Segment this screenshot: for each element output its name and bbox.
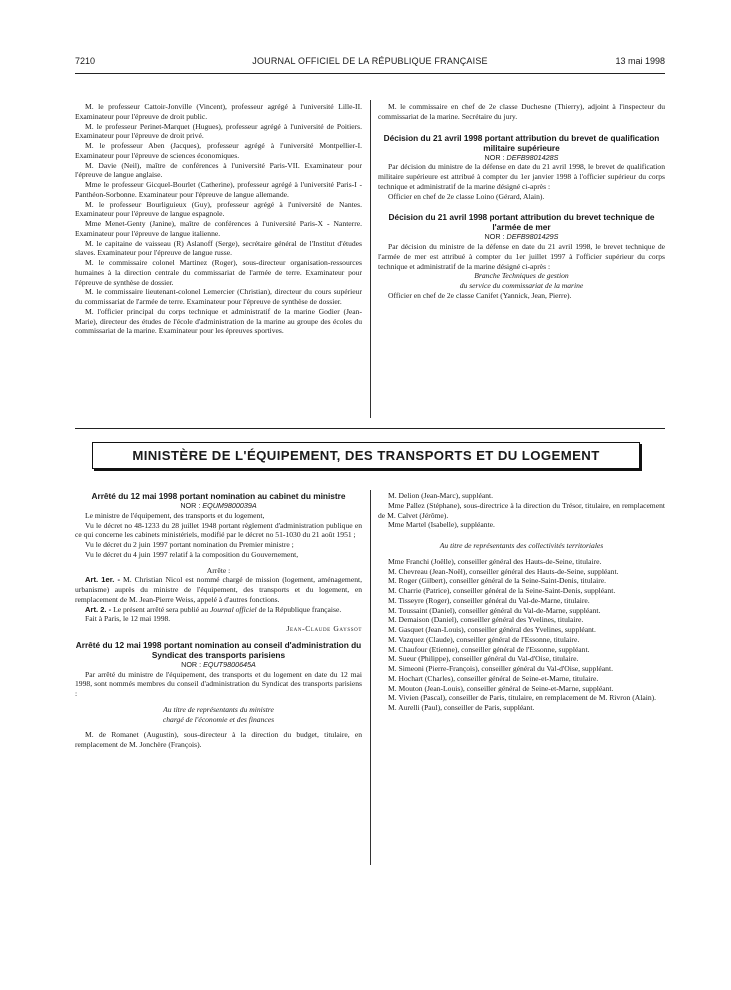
board-member: M. Toussaint (Daniel), conseiller général du Val-de-Marne, suppléant. xyxy=(388,605,601,615)
board-member: M. Tisseyre (Roger), conseiller général du Val-de-Marne, titulaire. xyxy=(388,595,590,605)
board-member: M. Hochart (Charles), conseiller général de Seine-et-Marne, titulaire. xyxy=(388,673,599,683)
jury-member: M. le professeur Aben (Jacques), professeur agrégé à l'université Montpellier-I. Examinateur pour l'épreuve de sciences économiques. xyxy=(75,141,362,160)
decision-person: Officier en chef de 2e classe Canifet (Yannick, Jean, Pierre). xyxy=(388,290,572,300)
arrete-title: Arrêté du 12 mai 1998 portant nomination au conseil d'administration du Syndicat des transports parisiens xyxy=(75,639,362,660)
top-left-column xyxy=(75,102,362,336)
arrete-paragraph: Par arrêté du ministre de l'équipement, des transports et du logement en date du 12 mai 1998, sont nommés membres du conseil d'administration du Syndicat des transports parisiens : xyxy=(75,669,362,698)
ministry-banner: MINISTÈRE DE L'ÉQUIPEMENT, DES TRANSPORTS ET DU LOGEMENT xyxy=(92,442,640,469)
nor-reference: NOR : EQUM9800039A xyxy=(180,501,257,510)
article-1: Art. 1er. - M. Christian Nicol est nommé chargé de mission (logement, aménagement, urbanisme) auprès du ministre de l'équipement, des transports et du logement, en remplacement de M. Jean-Pierre Weiss, appelé à d'autres fonctions. xyxy=(75,575,362,604)
article-2: Art. 2. - Le présent arrêté sera publié au Journal officiel de la République française. xyxy=(85,604,342,614)
arrete-label: Arrête : xyxy=(206,565,231,575)
board-member: Mme Pallez (Stéphane), sous-directrice à la direction du Trésor, titulaire, en remplacement de M. Calvet (Jérôme). xyxy=(378,500,665,520)
jury-member: M. le capitaine de vaisseau (R) Aslanoff (Serge), secrétaire général de l'Institut d'études slaves. Examinateur pour l'épreuve de langue russe. xyxy=(75,238,362,258)
board-member: Mme Martel (Isabelle), suppléante. xyxy=(388,520,495,530)
nor-reference: NOR : EQUT9800645A xyxy=(181,659,256,669)
board-member: M. Simeoni (Pierre-François), conseiller général du Val-d'Oise, suppléant. xyxy=(388,664,613,673)
section-rule xyxy=(75,428,665,429)
jury-member: M. l'officier principal du corps technique et administratif de la marine Godier (Jean-Marie), directeur des études de l'école d'administration de la marine au groupe des écoles du commissariat de la marine. Examinateur pour les épreuves sportives. xyxy=(75,306,362,336)
issue-date: 13 mai 1998 xyxy=(615,56,665,66)
subheading: chargé de l'économie et des finances xyxy=(162,714,275,724)
board-member: Mme Franchi (Joëlle), conseiller général des Hauts-de-Seine, titulaire. xyxy=(388,556,602,566)
board-member: M. Charrie (Patrice), conseiller général de la Seine-Saint-Denis, suppléant. xyxy=(388,586,616,595)
journal-title: JOURNAL OFFICIEL DE LA RÉPUBLIQUE FRANÇAISE xyxy=(252,56,488,66)
top-right-column xyxy=(378,102,665,301)
board-member: M. Roger (Gilbert), conseiller général de la Seine-Saint-Denis, titulaire. xyxy=(388,576,607,586)
decision-title: Décision du 21 avril 1998 portant attribution du brevet technique de l'armée de mer xyxy=(388,212,655,233)
jury-member: Mme Menet-Genty (Janine), maître de conférences à l'université Paris-X - Nanterre. Examinateur pour l'épreuve de langue italienne. xyxy=(75,219,362,238)
header-rule xyxy=(75,73,665,74)
jury-member: M. Davie (Neil), maître de conférences à l'université Paris-VII. Examinateur pour l'épreuve de langue anglaise. xyxy=(75,160,362,180)
board-member: M. de Romanet (Augustin), sous-directeur à la direction du budget, titulaire, en remplacement de M. Jonchère (François). xyxy=(75,730,362,749)
jury-member: Mme le professeur Gicquel-Bourlet (Catherine), professeur agrégé à l'université Paris-I - Panthéon-Sorbonne. Examinateur pour l'épreuve de langue allemande. xyxy=(75,180,362,199)
board-member: M. Gasquet (Jean-Louis), conseiller général des Yvelines, suppléant. xyxy=(388,625,596,634)
decision-body: Par décision du ministre de la défense en date du 21 avril 1998, le brevet de qualification militaire supérieure est attribué à compter du 1er janvier 1998 à l'officier supérieur du corps technique et administratif de la marine désigné ci-après : xyxy=(378,162,665,191)
board-member: M. Aurelli (Paul), conseiller de Paris, suppléant. xyxy=(388,703,535,712)
board-member: M. Demaison (Daniel), conseiller général des Yvelines, titulaire. xyxy=(388,615,584,625)
jury-member: M. le professeur Bourliguieux (Guy), professeur agrégé à l'université de Nantes. Examinateur pour l'épreuve de langue espagnole. xyxy=(75,199,362,219)
jury-member: M. le professeur Perinet-Marquet (Hugues), professeur agrégé à l'université de Poitiers. Examinateur pour l'épreuve de droit privé. xyxy=(75,121,362,141)
branch-heading: Branche Techniques de gestion xyxy=(474,271,569,281)
board-member: M. Vivien (Pascal), conseiller de Paris, titulaire, en remplacement de M. Rivron (Alain). xyxy=(388,693,657,703)
done-at: Fait à Paris, le 12 mai 1998. xyxy=(85,614,171,624)
page-number: 7210 xyxy=(75,56,96,66)
decision-title: Décision du 21 avril 1998 portant attribution du brevet de qualification militaire supérieure xyxy=(383,132,660,153)
jury-secretary: M. le commissaire en chef de 2e classe Duchesne (Thierry), adjoint à l'inspecteur du commissariat de la marine. Secrétaire du jury. xyxy=(378,102,665,121)
board-member: M. Chaufour (Etienne), conseiller général de l'Essonne, suppléant. xyxy=(388,644,590,654)
board-member: M. Sueur (Philippe), conseiller général du Val-d'Oise, titulaire. xyxy=(388,654,579,664)
bottom-right-column xyxy=(378,491,665,713)
subheading: Au titre de représentants du ministre xyxy=(163,704,274,714)
decision-person: Officier en chef de 2e classe Loino (Gérard, Alain). xyxy=(388,191,545,201)
jury-member: M. le commissaire colonel Martinez (Roger), sous-directeur organisation-ressources humaines à la direction centrale du commissariat de l'armée de terre. Examinateur pour l'épreuve de synthèse de dossier. xyxy=(75,258,362,287)
arrete-paragraph: Le ministre de l'équipement, des transports et du logement, xyxy=(85,510,265,520)
column-divider xyxy=(370,490,371,865)
board-member: M. Mouton (Jean-Louis), conseiller général de Seine-et-Marne, suppléant. xyxy=(388,683,614,693)
board-member: M. Delion (Jean-Marc), suppléant. xyxy=(388,491,494,500)
arrete-paragraph: Vu le décret no 48-1233 du 28 juillet 1948 portant règlement d'administration publique en ce qui concerne les cabinets ministériels, modifié par le décret no 51-1030 du 21 août 1951 ; xyxy=(75,520,362,540)
page-header xyxy=(75,56,665,70)
branch-heading: du service du commissariat de la marine xyxy=(459,281,584,290)
arrete-paragraph: Vu le décret du 2 juin 1997 portant nomination du Premier ministre ; xyxy=(85,540,294,549)
subheading: Au titre de représentants des collectivités territoriales xyxy=(439,541,604,550)
nor-reference: NOR : DEFB9801429S xyxy=(484,232,559,242)
nor-reference: NOR : DEFB9801428S xyxy=(484,152,559,162)
board-member: M. Chevreau (Jean-Noël), conseiller général des Hauts-de-Seine, suppléant. xyxy=(388,566,619,576)
decision-body: Par décision du ministre de la défense en date du 21 avril 1998, le brevet technique de l'armée de mer est attribué à compter du 1er juillet 1997 à l'officier supérieur du corps technique et administratif de la marine désigné ci-après : xyxy=(378,242,665,271)
board-member: M. Vazquez (Claude), conseiller général de l'Essonne, titulaire. xyxy=(388,634,580,644)
arrete-paragraph: Vu le décret du 4 juin 1997 relatif à la composition du Gouvernement, xyxy=(85,549,299,559)
bottom-left-column xyxy=(75,491,362,750)
column-divider xyxy=(370,100,371,418)
jury-member: M. le professeur Cattoir-Jonville (Vincent), professeur agrégé à l'université Lille-II. Examinateur pour l'épreuve de droit public. xyxy=(75,102,362,121)
signature: Jean-Claude Gayssot xyxy=(286,624,362,633)
arrete-title: Arrêté du 12 mai 1998 portant nomination au cabinet du ministre xyxy=(91,491,346,501)
jury-member: M. le commissaire lieutenant-colonel Lemercier (Christian), directeur du cours supérieur du commissariat de l'armée de terre. Examinateur pour l'épreuve de synthèse de dossier. xyxy=(75,287,362,306)
